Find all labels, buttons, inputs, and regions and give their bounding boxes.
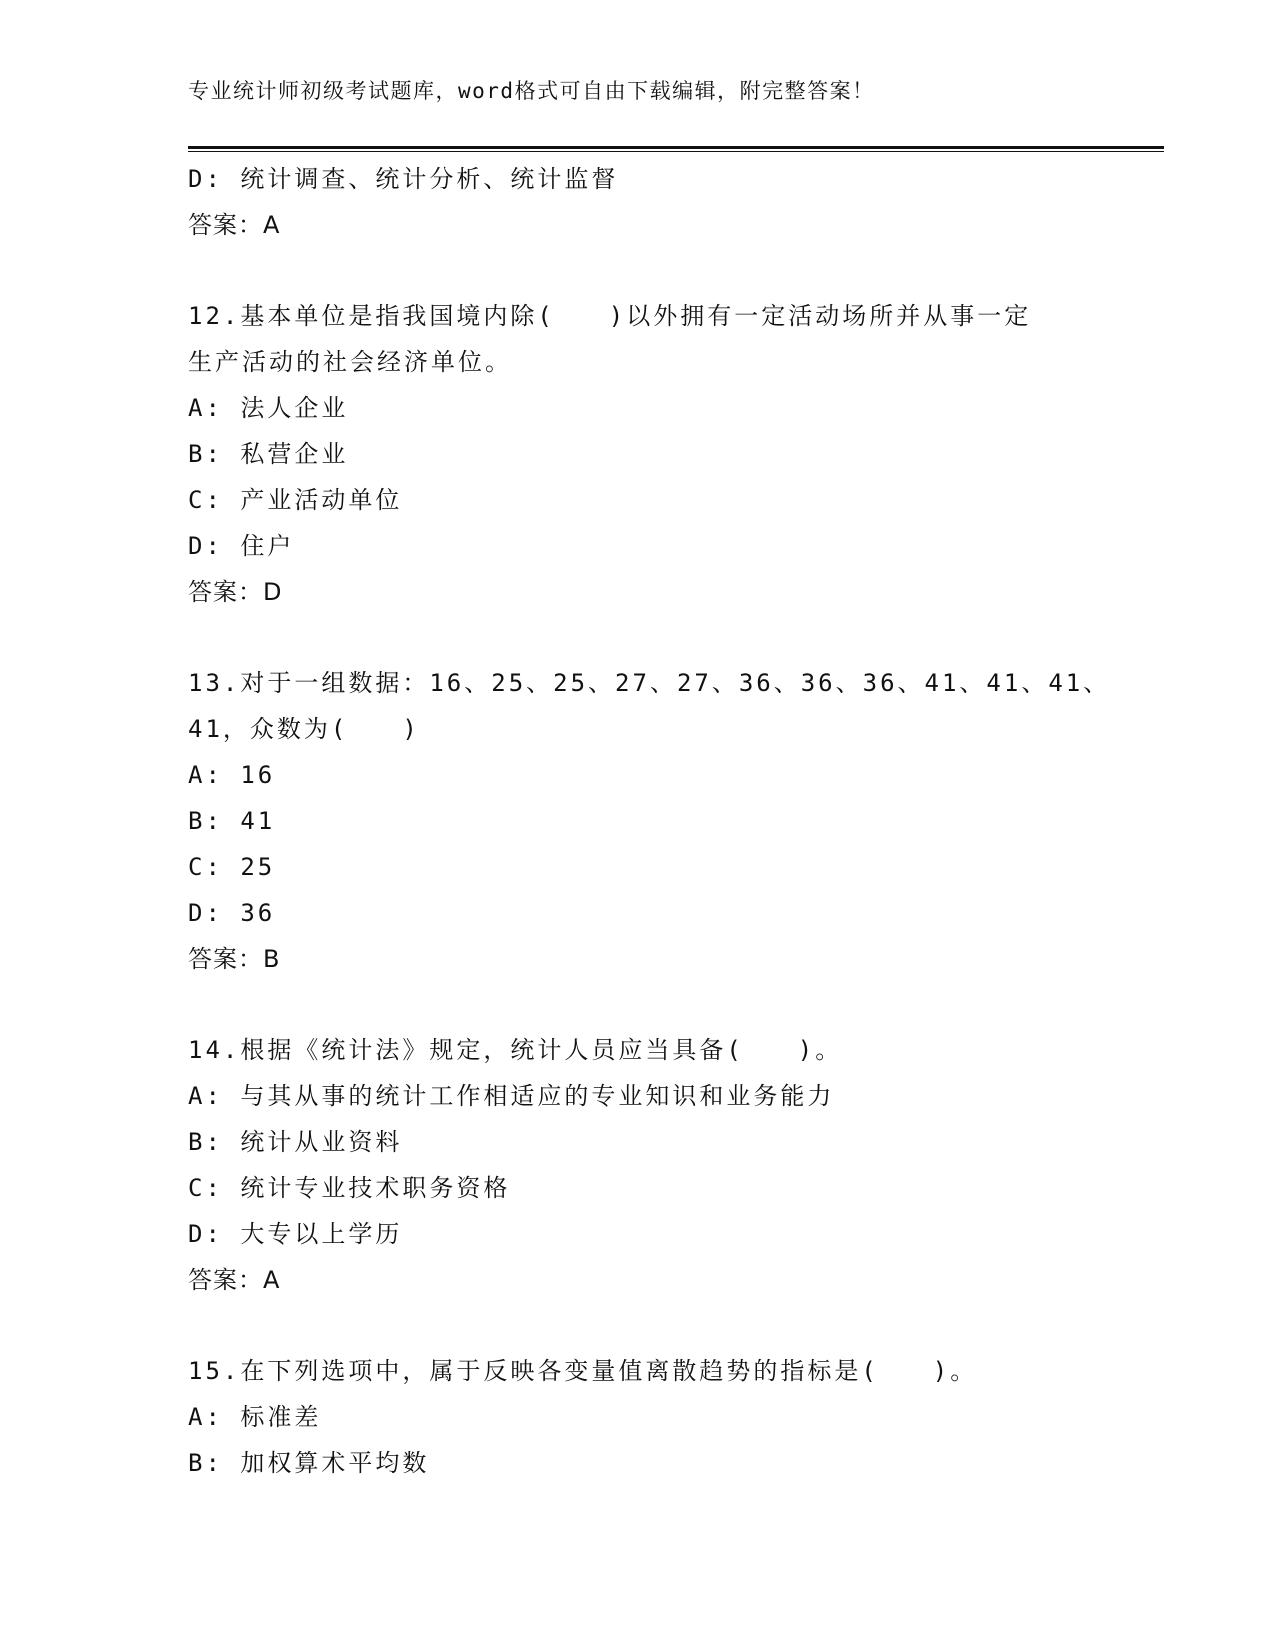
- question-stem: 13.对于一组数据：16、25、25、27、27、36、36、36、41、41、41、: [188, 669, 1111, 697]
- question-stem: 12.基本单位是指我国境内除( )以外拥有一定活动场所并从事一定: [188, 302, 1032, 330]
- option-d: D: 36: [188, 899, 276, 927]
- option-a: A: 标准差: [188, 1403, 322, 1431]
- option-d: D: 大专以上学历: [188, 1220, 403, 1248]
- option-c: C: 产业活动单位: [188, 486, 403, 514]
- option-b: B: 私营企业: [188, 440, 349, 468]
- answer: 答案：B: [188, 945, 281, 973]
- page-header: 专业统计师初级考试题库，word格式可自由下载编辑，附完整答案！: [188, 79, 875, 103]
- option-c: C: 25: [188, 853, 276, 881]
- header-rule-thin: [188, 151, 1164, 152]
- prev-answer: 答案：A: [188, 211, 281, 239]
- answer: 答案：A: [188, 1266, 281, 1294]
- option-a: A: 与其从事的统计工作相适应的专业知识和业务能力: [188, 1082, 835, 1110]
- option-c: C: 统计专业技术职务资格: [188, 1174, 511, 1202]
- question-list: [188, 156, 1111, 1486]
- option-a: A: 法人企业: [188, 394, 349, 422]
- question-stem: 15.在下列选项中，属于反映各变量值离散趋势的指标是( )。: [188, 1357, 978, 1385]
- question-stem-cont: 生产活动的社会经济单位。: [188, 348, 512, 376]
- option-d: D: 住户: [188, 532, 295, 560]
- question-12: [188, 293, 1088, 615]
- question-14: [188, 1027, 1088, 1303]
- header-rule-thick: [188, 146, 1164, 149]
- question-stem-cont: 41，众数为( ): [188, 715, 420, 743]
- prev-option-d: D: 统计调查、统计分析、统计监督: [188, 165, 619, 193]
- option-a: A: 16: [188, 761, 276, 789]
- option-b: B: 41: [188, 807, 276, 835]
- question-15: [188, 1348, 1088, 1486]
- question-stem: 14.根据《统计法》规定，统计人员应当具备( )。: [188, 1036, 843, 1064]
- question-13: [188, 660, 1111, 982]
- option-b: B: 统计从业资料: [188, 1128, 403, 1156]
- answer: 答案：D: [188, 578, 283, 606]
- option-b: B: 加权算术平均数: [188, 1449, 430, 1477]
